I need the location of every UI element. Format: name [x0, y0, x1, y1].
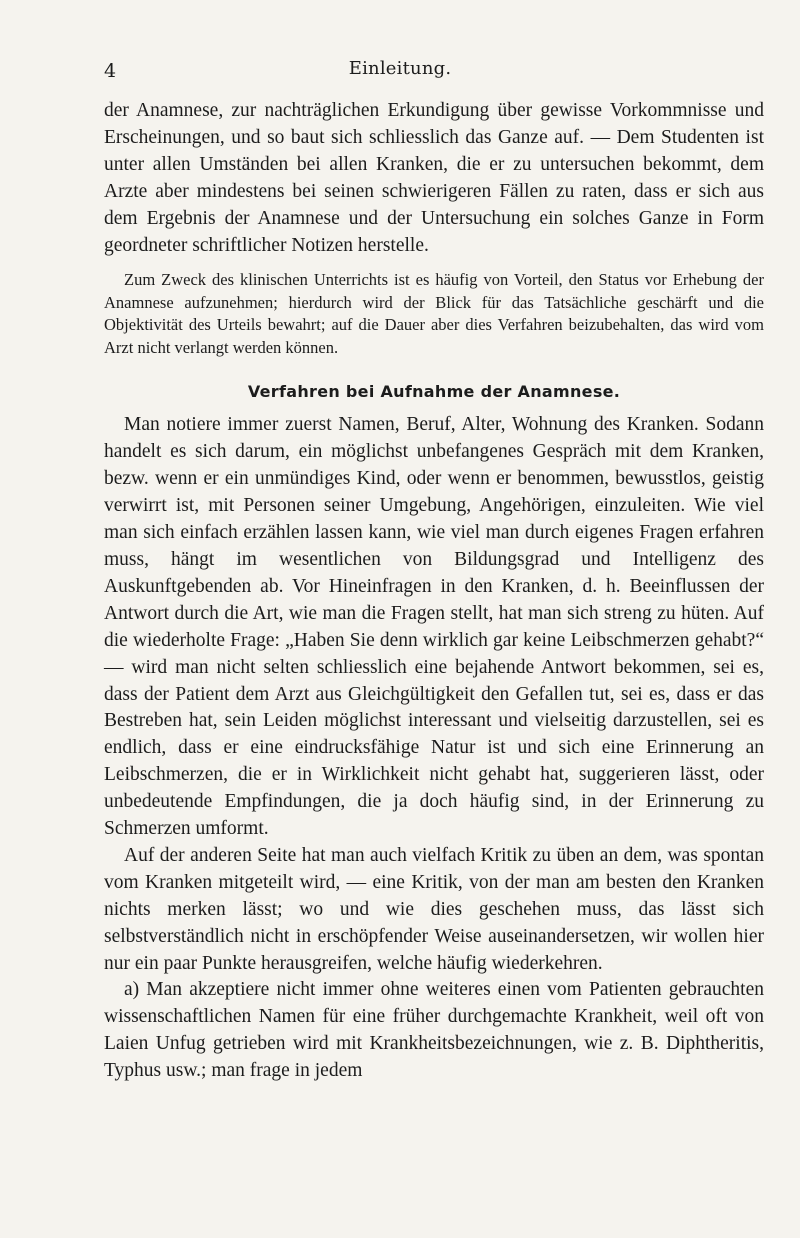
- running-title: Einleitung.: [348, 58, 452, 79]
- paragraph-procedure: Man notiere immer zuerst Namen, Beruf, Alter, Wohnung des Kranken. Sodann handelt es sich darum, ein möglichst unbefangenes Gespräch mit dem Kranken, bezw. wenn er ein unmündiges Kind, oder wenn er benommen, bewusstlos, geistig verwirrt ist, mit Personen seiner Umgebung, Angehörigen, einzuleiten. Wie viel man sich einfach erzählen lassen kann, wie viel man durch eigenes Fragen erfahren muss, hängt im wesentlichen von Bildungsgrad und Intelligenz des Auskunftgebenden ab. Vor Hineinfragen in den Kranken, d. h. Beeinflussen der Antwort durch die Art, wie man die Fragen stellt, hat man sich streng zu hüten. Auf die wiederholte Frage: „Haben Sie denn wirklich gar keine Leibschmerzen gehabt?“ — wird man nicht selten schliesslich eine bejahende Antwort bekommen, sei es, dass der Patient dem Arzt aus Gleichgültigkeit den Gefallen tut, sei es, dass er das Bestreben hat, sein Leiden möglichst interessant und vielseitig darzustellen, sei es endlich, dass er eine eindrucksfähige Natur ist und sich eine Erinnerung an Leibschmerzen, die er in Wirklichkeit nicht gehabt hat, suggerieren lässt, oder unbedeutende Empfindungen, die ja doch häufig sind, in der Erinnerung zu Schmerzen umformt.: [104, 414, 764, 840]
- paragraph-point-a: a) Man akzeptiere nicht immer ohne weiteres einen vom Patienten gebrauchten wissenschaftlichen Namen für eine früher durchgemachte Krankheit, weil oft von Laien Unfug getrieben wird mit Krankheitsbezeichnungen, wie z. B. Diphtheritis, Typhus usw.; man frage in jedem: [104, 979, 764, 1082]
- paragraph-criticism: Auf der anderen Seite hat man auch vielfach Kritik zu üben an dem, was spontan vom Kranken mitgeteilt wird, — eine Kritik, von der man am besten den Kranken nichts merken lässt; wo und wie dies geschehen muss, das lässt sich selbstverständlich nicht in erschöpfender Weise auseinandersetzen, wir wollen hier nur ein paar Punkte herausgreifen, welche häufig wiederkehren.: [104, 844, 764, 974]
- paragraph-continuation: der Anamnese, zur nachträglichen Erkundigung über gewisse Vorkommnisse und Erscheinungen, und so baut sich schliesslich das Ganze auf. — Dem Studenten ist unter allen Umständen bei allen Kranken, die er zu untersuchen bekommt, dem Arzte aber mindestens bei seinen schwierigeren Fällen zu raten, dass er sich aus dem Ergebnis der Anamnese und der Untersuchung ein solches Ganze in Form geordneter schriftlicher Notizen herstelle.: [104, 100, 764, 256]
- page-number: 4: [104, 60, 117, 82]
- paragraph-clinical-teaching-note: Zum Zweck des klinischen Unterrichts ist es häufig von Vorteil, den Status vor Erhebung der Anamnese aufzunehmen; hierdurch wird der Blick für das Tatsächliche geschärft und die Objektivität des Urteils bewahrt; auf die Dauer aber dies Verfahren beizubehalten, das wird vom Arzt nicht verlangt werden können.: [104, 270, 764, 357]
- body-text: [104, 98, 764, 1085]
- section-heading: Verfahren bei Aufnahme der Anamnese.: [247, 382, 621, 402]
